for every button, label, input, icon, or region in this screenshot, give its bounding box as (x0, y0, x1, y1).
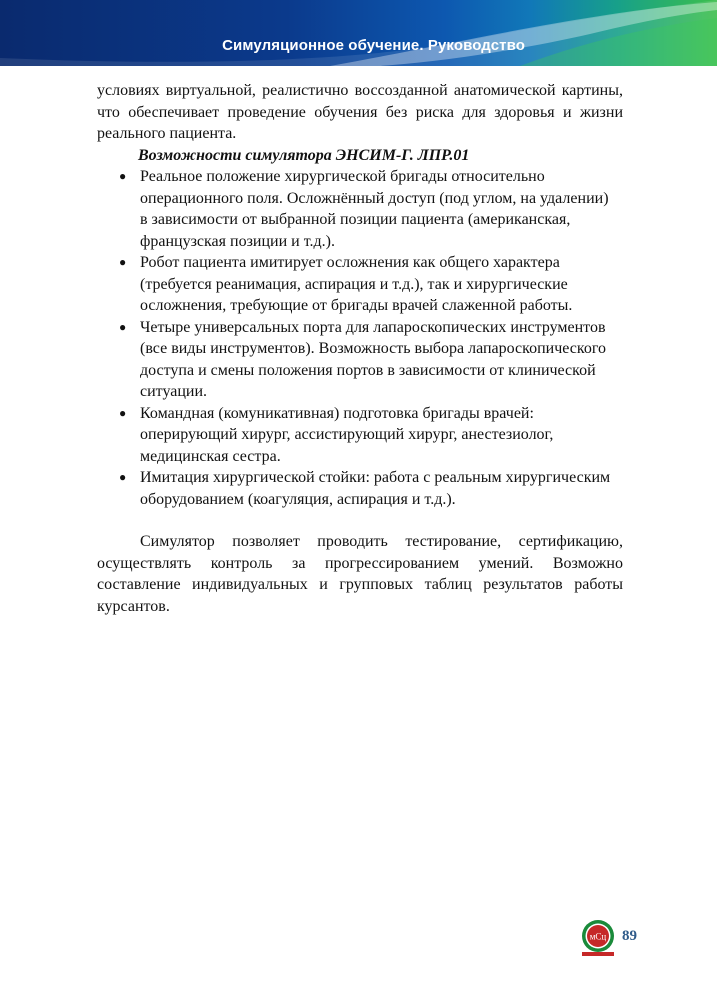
closing-paragraph: Симулятор позволяет проводить тестирование, сертификацию, осуществлять контроль за прогрессированием умений. Возможно составление индивидуальных и групповых таблиц результатов работы курсантов. (97, 533, 623, 615)
features-list (97, 166, 623, 510)
header-wave-decoration (0, 0, 717, 66)
list-item-text: Четыре универсальных порта для лапароскопических инструментов (все виды инструментов). Возможность выбора лапароскопического доступа и смены положения портов в зависимости от клинической ситуации. (140, 318, 606, 400)
spacer (97, 510, 623, 531)
list-item-text: Робот пациента имитирует осложнения как общего характера (требуется реанимация, аспирация и т.д.), так и хирургические осложнения, требующие от бригады врачей слаженной работы. (140, 254, 573, 314)
bullet-icon: ● (119, 255, 127, 269)
page-number: 89 (622, 928, 637, 944)
page-body (97, 80, 623, 617)
bullet-icon: ● (119, 319, 127, 334)
page-header-banner (0, 0, 717, 66)
list-item (97, 252, 623, 317)
bullet-icon: ● (119, 405, 127, 420)
logo-text: мСц (589, 931, 607, 942)
list-item (97, 467, 623, 510)
running-header-title: Симуляционное обучение. Руководство (222, 37, 525, 54)
list-item-text: Имитация хирургической стойки: работа с реальным хирургическим оборудованием (коагуляция, аспирация и т.д.). (140, 469, 611, 508)
bullet-icon: ● (119, 470, 127, 484)
list-item (97, 403, 623, 468)
list-item (97, 166, 623, 252)
intro-paragraph: условиях виртуальной, реалистично воссозданной анатомической картины, что обеспечивает проведение обучения без риска для здоровья и жизни реального пациента. (97, 82, 623, 142)
list-item (97, 317, 623, 403)
list-item-text: Реальное положение хирургической бригады относительно операционного поля. Осложнённый доступ (под углом, на удалении) в зависимости от выбранной позиции пациента (американская, французская позиции и т.д.). (140, 168, 609, 250)
section-subheading: Возможности симулятора ЭНСИМ-Г. ЛПР.01 (138, 146, 470, 164)
msc-logo-icon (578, 918, 618, 958)
list-item-text: Командная (комуникативная) подготовка бригады врачей: оперирующий хирург, ассистирующий хирург, анестезиолог, медицинская сестра. (140, 404, 554, 465)
bullet-icon: ● (119, 169, 127, 183)
